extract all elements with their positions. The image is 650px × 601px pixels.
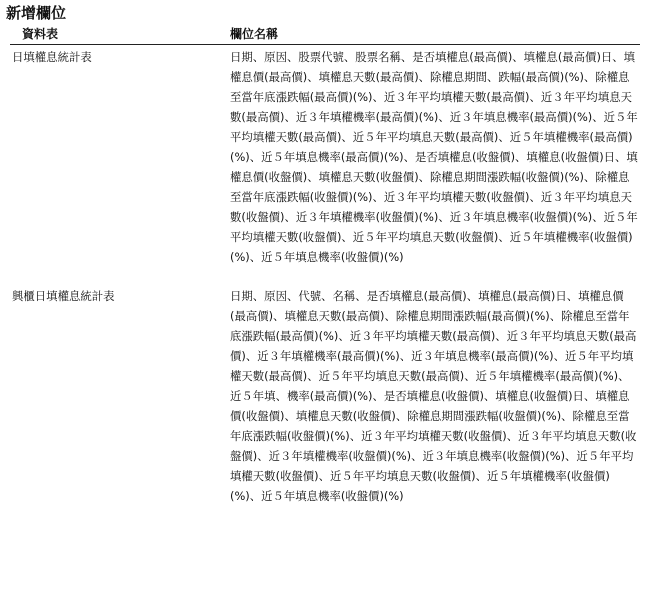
table-name-cell: 興櫃日填權息統計表 (12, 289, 115, 303)
page-title: 新增欄位 (6, 4, 67, 22)
column-header-field-names: 欄位名稱 (230, 27, 279, 41)
fields-table (10, 26, 640, 506)
table-row (10, 47, 640, 267)
column-header-table-name: 資料表 (22, 27, 59, 41)
table-header-row (10, 26, 640, 45)
table-name-cell: 日填權息統計表 (12, 50, 92, 64)
field-names-cell: 日期、原因、代號、名稱、是否填權息(最高價)、填權息(最高價)日、填權息價(最高價)、填權息天數(最高價)、除權息期間漲跌幅(最高價)(%)、除權息至當年底漲跌幅(最高價)(%)、近３年平均填權天數(最高價)、近３年平均填息天數(最高價)、近３年填權機率(最高價)(%)、近３年填息機率(最高價)(%)、近５年平均填權天數(最高價)、近５年平均填息天數(最高價)、近５年填權機率(最高價)(%)、近５年填、機率(最高價)(%)、是否填權息(收盤價)、填權息(收盤價)日、填權息價(收盤價)、填權息天數(收盤價)、除權息期間漲跌幅(收盤價)(%)、除權息至當年底漲跌幅(收盤價)(%)、近３年平均填權天數(收盤價)、近３年平均填息天數(收盤價)、近３年填權機率(收盤價)(%)、近３年填息機率(收盤價)(%)、近５年平均填權天數(收盤價)、近５年平均填息天數(收盤價)、近５年填權機率(收盤價)(%)、近５年填息機率(收盤價)(%) (230, 289, 637, 503)
field-names-cell: 日期、原因、股票代號、股票名稱、是否填權息(最高價)、填權息(最高價)日、填權息價(最高價)、填權息天數(最高價)、除權息期間、跌幅(最高價)(%)、除權息至當年底漲跌幅(最高價)(%)、近３年平均填權天數(最高價)、近３年平均填息天數(最高價)、近３年填權機率(最高價)(%)、近３年填息機率(最高價)(%)、近５年平均填權天數(最高價)、近５年平均填息天數(最高價)、近５年填權機率(最高價)(%)、近５年填息機率(最高價)(%)、是否填權息(收盤價)、填權息(收盤價)日、填權息價(收盤價)、填權息天數(收盤價)、除權息期間漲跌幅(收盤價)(%)、除權息至當年底漲跌幅(收盤價)(%)、近３年平均填權天數(收盤價)、近３年平均填息天數(收盤價)、近３年填權機率(收盤價)(%)、近３年填息機率(收盤價)(%)、近５年平均填權天數(收盤價)、近５年平均填息天數(收盤價)、近５年填權機率(收盤價)(%)、近５年填息機率(收盤價)(%) (230, 50, 638, 264)
table-row (10, 286, 640, 506)
